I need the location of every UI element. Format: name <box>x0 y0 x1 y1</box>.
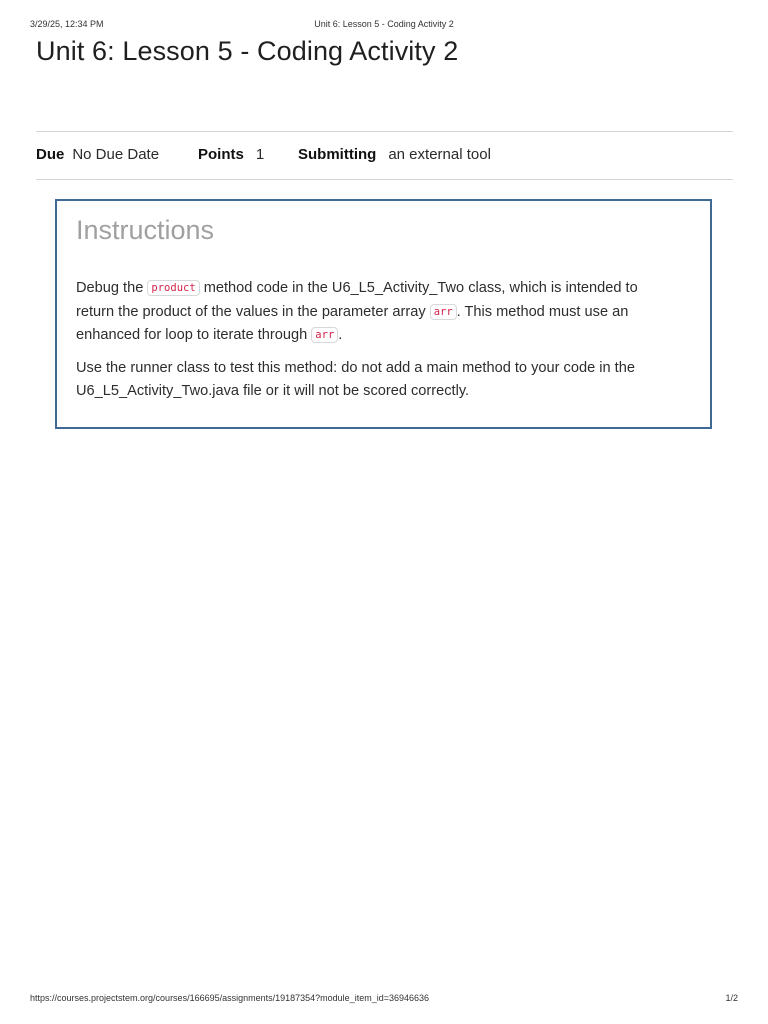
instructions-panel <box>55 199 712 429</box>
print-doc-title: Unit 6: Lesson 5 - Coding Activity 2 <box>314 19 454 29</box>
page-title: Unit 6: Lesson 5 - Coding Activity 2 <box>36 36 459 66</box>
print-footer <box>30 993 738 1007</box>
code-product: product <box>147 280 199 296</box>
paragraph-1-text-d: . <box>338 327 343 343</box>
instructions-paragraph-2: Use the runner class to test this method: do not add a main method to your code in the U6_L5_Activity_Two.java file or it will not be scored correctly. <box>76 359 635 399</box>
instructions-body <box>76 277 676 413</box>
due-value: No Due Date <box>72 146 160 163</box>
points-label: Points <box>198 146 244 163</box>
points-detail <box>198 146 264 163</box>
page-number: 1/2 <box>725 993 738 1003</box>
instructions-paragraph-1 <box>76 277 676 348</box>
code-arr-2: arr <box>311 327 338 343</box>
print-datetime: 3/29/25, 12:34 PM <box>30 19 104 29</box>
points-value: 1 <box>255 146 265 163</box>
instructions-heading: Instructions <box>76 215 215 245</box>
submitting-label: Submitting <box>298 146 377 163</box>
print-header <box>30 19 738 33</box>
code-arr: arr <box>430 304 457 320</box>
submitting-detail <box>298 146 491 163</box>
due-label: Due <box>36 146 65 163</box>
due-detail <box>36 146 159 163</box>
page-url: https://courses.projectstem.org/courses/166695/assignments/19187354?module_item_id=36946636 <box>30 993 430 1003</box>
paragraph-1-text-c: . This method must use an enhanced for loop to iterate through <box>76 303 629 343</box>
paragraph-1-text-b: method code in the U6_L5_Activity_Two class, which is intended to return the product of the values in the parameter array <box>76 280 638 320</box>
assignment-details <box>36 131 733 180</box>
submitting-value: an external tool <box>388 146 491 163</box>
paragraph-1-text-a: Debug the <box>76 280 148 296</box>
